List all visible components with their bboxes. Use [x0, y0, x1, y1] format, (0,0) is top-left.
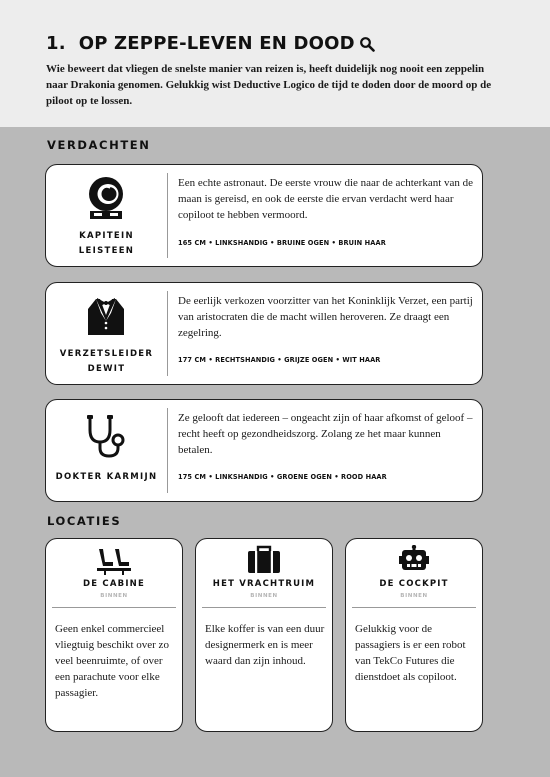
suspect-stats: 165 CM • LINKSHANDIG • BRUINE OGEN • BRUIN HAAR: [178, 239, 386, 247]
locations-heading: LOCATIES: [47, 514, 122, 528]
location-card: [345, 538, 483, 732]
suspect-stats: 177 CM • RECHTSHANDIG • GRIJZE OGEN • WIT HAAR: [178, 356, 381, 364]
suspect-badge: [46, 165, 167, 266]
suspects-heading: VERDACHTEN: [47, 138, 151, 152]
astronaut-helmet-icon: [82, 175, 130, 221]
airplane-seats-icon: [96, 545, 132, 575]
suspect-name: VERZETSLEIDER DEWIT: [59, 349, 154, 374]
suspect-card: [45, 399, 483, 502]
robot-head-icon: [396, 545, 432, 575]
suspect-name: DOKTER KARMIJN: [55, 472, 158, 482]
header-panel: [0, 0, 550, 127]
divider: [202, 607, 326, 608]
magnifier-icon: [359, 36, 375, 52]
location-name: DE COCKPIT: [379, 579, 449, 589]
suspect-badge: [46, 400, 167, 501]
intro-text: Wie beweert dat vliegen de snelste manier van reizen is, heeft duidelijk nog nooit een zeppelin naar Drakonia genomen. Gelukkig wist Deductive Logico de tijd te doden door de moord op de piloot op te lossen.: [46, 63, 492, 107]
location-type: BINNEN: [400, 593, 428, 599]
suitcase-icon: [246, 545, 282, 575]
divider: [52, 607, 176, 608]
suspect-card: [45, 164, 483, 267]
location-type: BINNEN: [100, 593, 128, 599]
tuxedo-bowtie-icon: [82, 291, 130, 337]
location-description: Geen enkel commercieel vliegtuig beschikt over zo veel beenruimte, of over een parachute voor elke passagier.: [55, 623, 169, 699]
location-card: [195, 538, 333, 732]
page-title: [46, 33, 375, 54]
location-name: DE CABINE: [83, 579, 145, 589]
page-title-text: 1. OP ZEPPE-LEVEN EN DOOD: [46, 33, 355, 54]
suspect-card: [45, 282, 483, 385]
location-description: Gelukkig voor de passagiers is er een robot van TekCo Futures die dienstdoet als copiloot.: [355, 623, 466, 683]
divider: [352, 607, 476, 608]
location-description: Elke koffer is van een duur designermerk en is meer waard dan zijn inhoud.: [205, 623, 325, 667]
divider: [167, 408, 168, 493]
suspect-name: KAPITEIN LEISTEEN: [78, 231, 135, 256]
suspect-badge: [46, 283, 167, 384]
suspect-description: Een echte astronaut. De eerste vrouw die naar de achterkant van de maan is gereisd, en ook de eerste die ervan verdacht werd haar copiloot te hebben vermoord.: [178, 177, 474, 221]
location-card: [45, 538, 183, 732]
location-name: HET VRACHTRUIM: [212, 579, 316, 589]
divider: [167, 173, 168, 258]
suspect-description: De eerlijk verkozen voorzitter van het Koninklijk Verzet, een partij van aristocraten die de macht willen heroveren. Ze draagt een zegelring.: [178, 295, 473, 339]
divider: [167, 291, 168, 376]
stethoscope-icon: [82, 414, 130, 460]
suspect-description: Ze gelooft dat iedereen – ongeacht zijn of haar afkomst of geloof – recht heeft op gezondheidszorg. Zolang ze het maar kunnen betalen.: [178, 412, 473, 456]
suspect-stats: 175 CM • LINKSHANDIG • GROENE OGEN • ROOD HAAR: [178, 473, 387, 481]
location-type: BINNEN: [250, 593, 278, 599]
